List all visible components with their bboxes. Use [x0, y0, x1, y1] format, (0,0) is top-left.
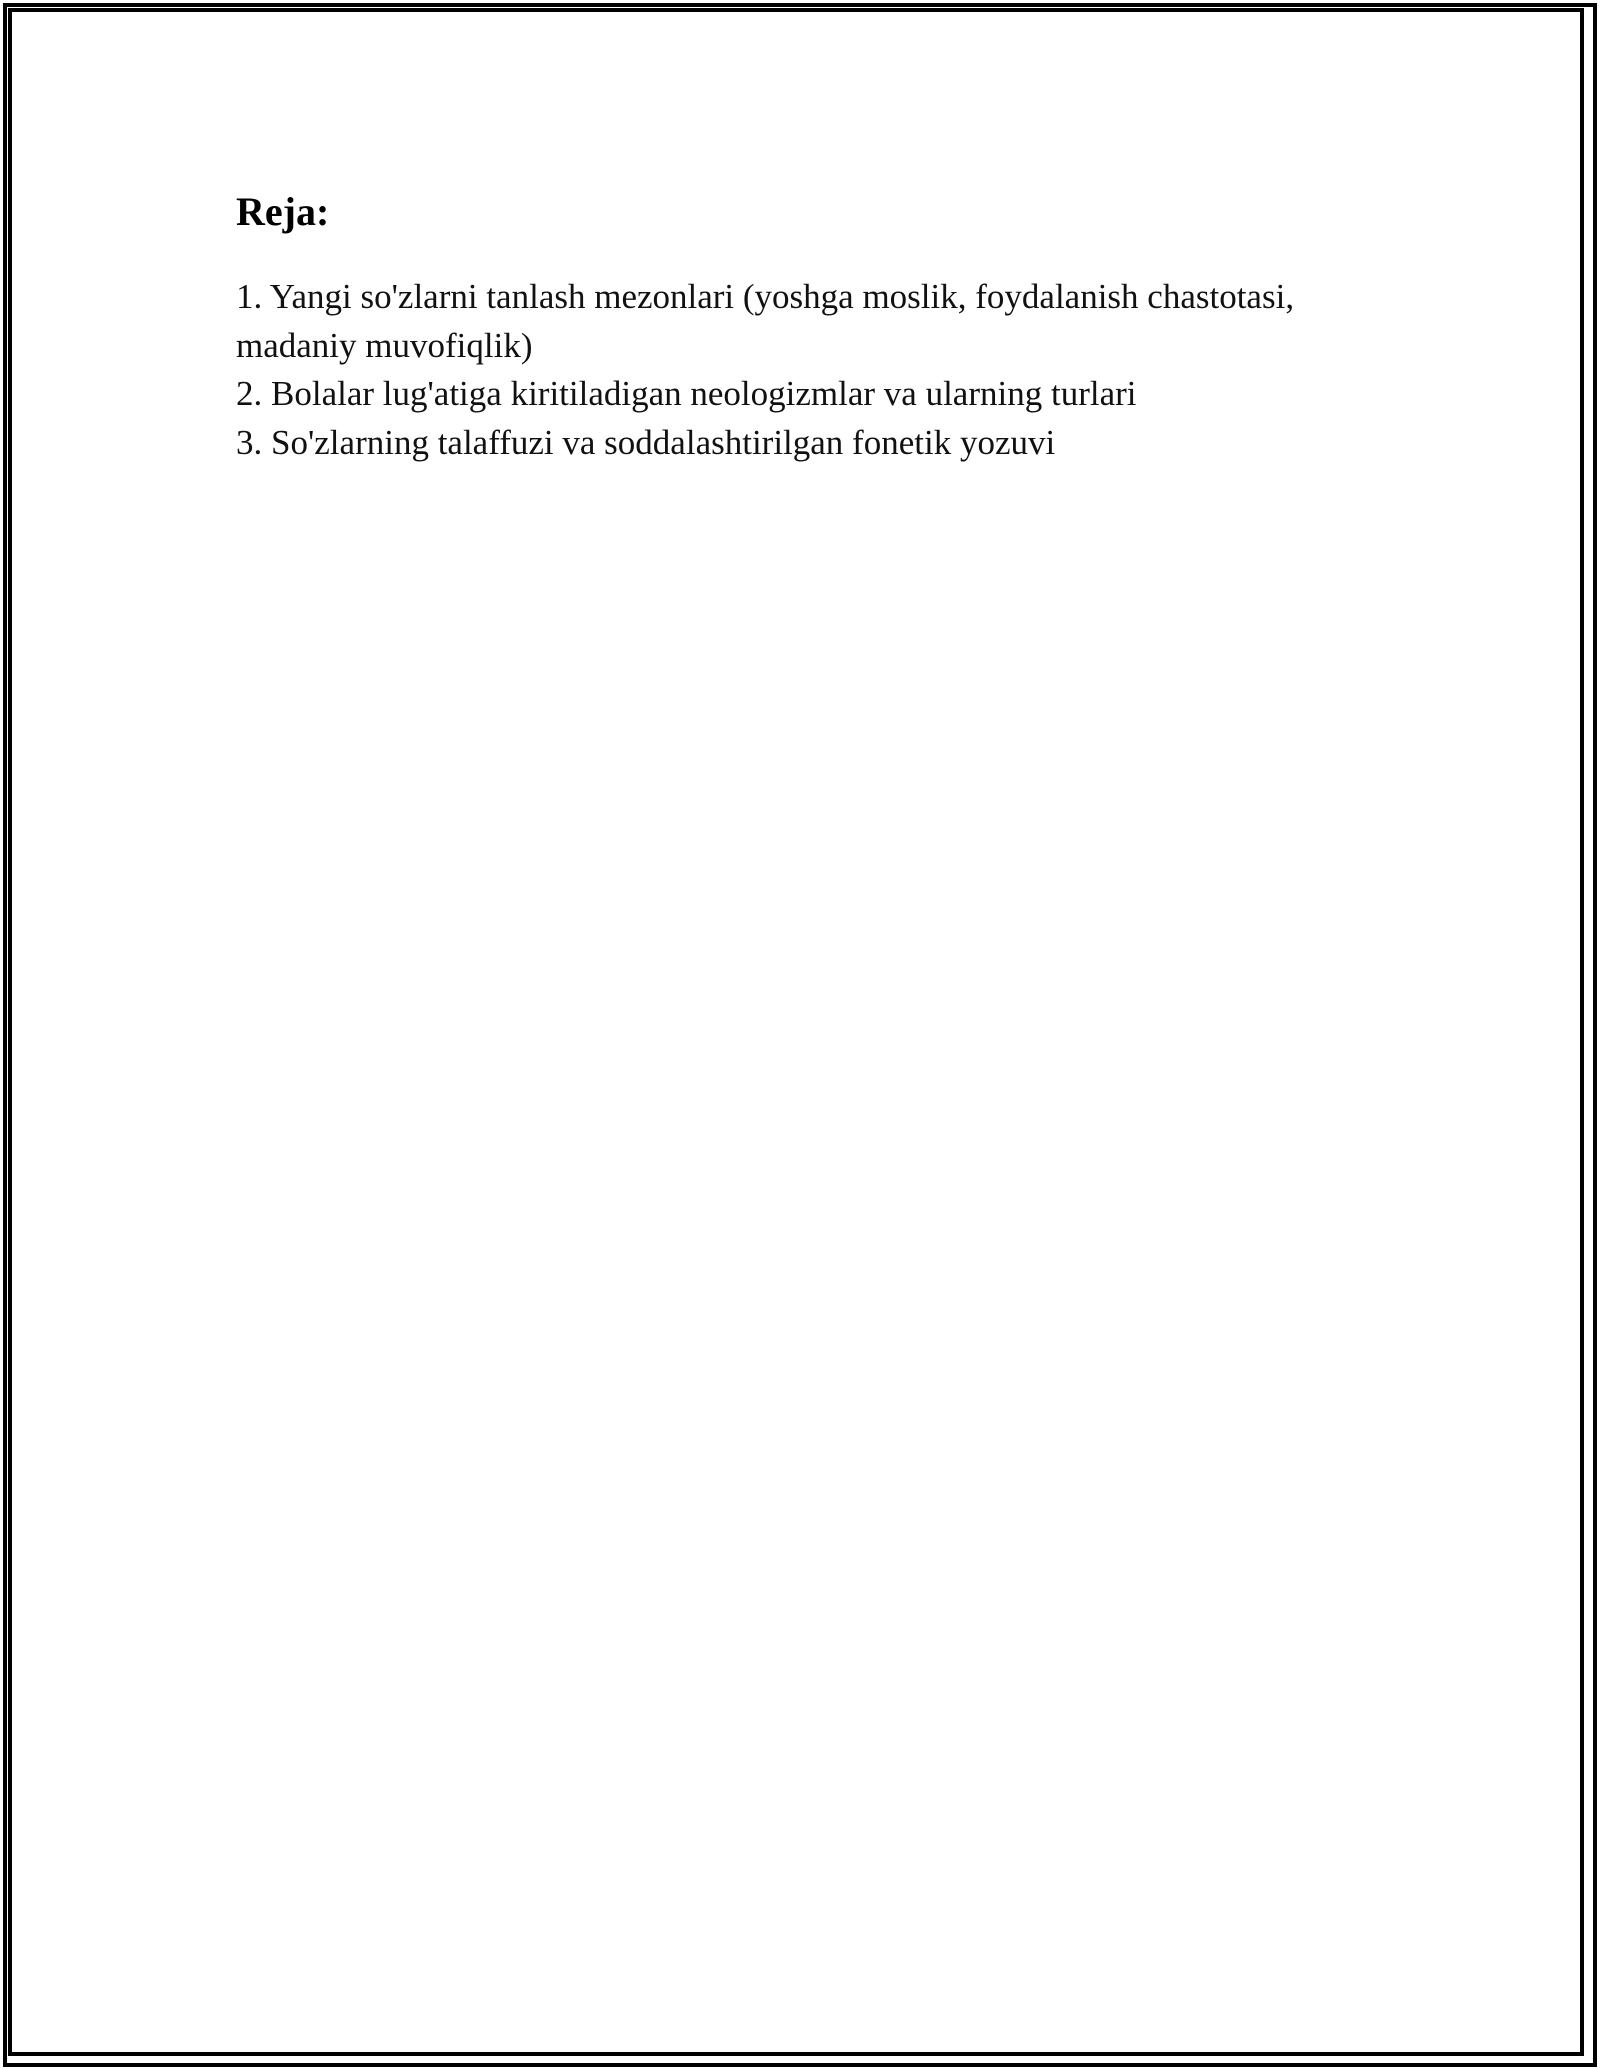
plan-list — [236, 273, 1416, 467]
plan-heading: Reja: — [236, 189, 330, 234]
page-content — [236, 185, 1416, 467]
plan-item-2: 2. Bolalar lug'atiga kiritiladigan neologizmlar va ularning turlari — [236, 374, 1137, 413]
plan-item-1: 1. Yangi so'zlarni tanlash mezonlari (yoshga moslik, foydalanish chastotasi, madaniy muvofiqlik) — [236, 277, 1295, 365]
plan-item-3: 3. So'zlarning talaffuzi va soddalashtirilgan fonetik yozuvi — [236, 422, 1056, 462]
